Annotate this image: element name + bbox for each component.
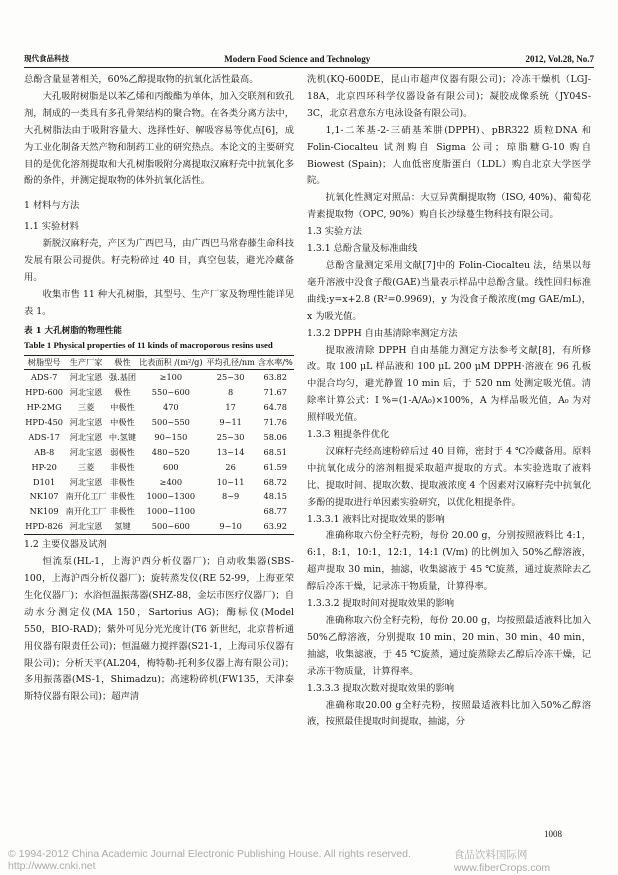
table-cell: 河北宝恩 <box>69 476 103 487</box>
journal-name-en: Modern Food Science and Technology <box>224 54 371 64</box>
table-row <box>24 430 294 445</box>
paragraph: 总酚含量显著相关，60%乙醇提取物的抗氧化活性最高。 <box>24 74 259 85</box>
journal-name-cn: 现代食品科技 <box>24 54 69 63</box>
table-cell: ≥100 <box>159 372 183 383</box>
running-header <box>24 50 594 64</box>
paragraph: 收集市售 11 种大孔树脂，其型号、生产厂家及物理性能详见表 1。 <box>24 288 294 317</box>
subsection-heading: 1.3.3.2 提取时间对提取效果的影响 <box>307 598 455 610</box>
copyright-notice: © 1994-2012 China Academic Journal Electronic Publishing House. All rights reserved. http://www.cnki.net <box>8 848 411 872</box>
table-cell: 中.氢键 <box>108 431 137 442</box>
table-caption-en: Table 1 Physical properties of 11 kinds of macroporous resins used <box>24 339 273 350</box>
table-row <box>24 504 294 519</box>
table-cell: 25~30 <box>216 431 245 442</box>
subsection-heading: 1.3 实验方法 <box>307 226 362 238</box>
table-cell: 71.67 <box>263 387 287 398</box>
table-cell: 550~600 <box>151 387 190 398</box>
paragraph: 大孔吸附树脂是以苯乙烯和丙酸酯为单体，加入交联剂和致孔剂，制成的一类具有多孔骨架结构的聚合物。在各类分离方法中，大孔树脂法由于吸附容量大、选择性好、解吸容易等优点[6]，成为工业化制备天然产物和制药工业的研究热点。本论文的主要研究目的是优化溶剂提取和大孔树脂吸附分离提取汉麻籽壳中抗氧化多酚的条件，并测定提取物的体外抗氧化活性。 <box>24 90 294 187</box>
table-cell: HP-20 <box>31 461 57 472</box>
table-row <box>24 370 294 385</box>
subsection-heading: 1.3.3 粗提条件优化 <box>307 429 390 441</box>
table-cell: ≥400 <box>159 476 183 487</box>
table-cell: HPD-450 <box>25 416 64 427</box>
table-cell: 48.15 <box>263 491 287 502</box>
table-cell: ADS-7 <box>30 372 58 383</box>
table-cell: 河北宝恩 <box>69 372 103 383</box>
paragraph: 总酚含量测定采用文献[7]中的 Folin-Ciocalteu 法，结果以每毫升溶液中没食子酸(GAE)当量表示样品中总酚含量。线性回归标准曲线:y=x+2.8 (R²=0.9969)，y 为没食子酸浓度(mg GAE/mL)，x 为吸光值。 <box>307 259 591 322</box>
table-cell: 26 <box>225 461 236 472</box>
subsection-heading: 1.3.3.3 提取次数对提取效果的影响 <box>307 682 455 694</box>
table-cell: 90~150 <box>154 431 188 442</box>
paragraph: 汉麻籽壳经高速粉碎后过 40 目筛，密封于 4 ℃冷藏备用。原料中抗氧化成分的溶剂粗提采取超声提取的方式。本实验选取了液料比、提取时间、提取次数、提取液浓度 4 个因素对汉麻籽壳中抗氧化多酚的提取进行单因素实验研究，以优化粗提条件。 <box>307 445 591 508</box>
table-cell: 600 <box>163 461 179 472</box>
paragraph: 恒流泵(HL-1，上海沪西分析仪器厂)；自动收集器(SBS-100，上海沪西分析仪器厂)；旋转蒸发仪(RE 52-99，上海亚荣生化仪器厂)；水浴恒温振荡器(SHZ-88，金坛市医疗仪器厂)；自动水分测定仪(MA 150，Sartorius AG)；酶标仪(Model 550，BIO-RAD)；紫外可见分光光度计(T6 新世纪，北京普析通用仪器有限责任公司)；恒温磁力搅拌器(S21-1，上海司乐仪器有限公司)；分析天平(AL204，梅特勒-托利多仪器上海有限公司)；多用振荡器(MS-1，Shimadzu)；高速粉碎机(FW135，天津泰斯特仪器有限公司)；超声清 <box>24 556 294 703</box>
table-cell: 三菱 <box>77 402 95 412</box>
left-column <box>24 72 294 706</box>
table-cell: 61.59 <box>263 461 287 472</box>
table-cell: HPD-600 <box>25 387 64 398</box>
subsection-heading: 1.3.2 DPPH 自由基清除率测定方法 <box>307 327 458 339</box>
table-cell: 470 <box>163 402 179 412</box>
watermark: 食品饮料国际网 www.fiberCrops.com <box>453 848 551 874</box>
table-row <box>24 400 294 415</box>
column-header: 极性 <box>108 356 137 370</box>
table-cell: 500~550 <box>151 416 190 427</box>
column-header: 含水率/% <box>257 356 294 370</box>
table-row <box>24 415 294 430</box>
table-cell: 氢键 <box>108 519 137 534</box>
table-cell: 河北宝恩 <box>64 519 108 534</box>
table-cell: 河北宝恩 <box>69 431 103 442</box>
subsection-heading: 1.1 实验材料 <box>24 221 79 233</box>
table-row <box>24 489 294 504</box>
paragraph: 准确称取六份全籽壳粉，每份 20.00 g，均按照最适液料比加入 50%乙醇溶液，分别提取 10 min、20 min、30 min、40 min，抽滤，收集滤液，于 45 ℃旋蒸，通过旋蒸除去乙醇后冷冻干燥，记录冻干物质量，计算得率。 <box>307 615 591 677</box>
table-cell: 非极性 <box>110 461 135 472</box>
table-cell: 68.77 <box>263 506 287 517</box>
table-cell: 强.基团 <box>108 372 137 383</box>
page-number: 1008 <box>544 829 562 839</box>
table-body <box>24 370 294 535</box>
resin-properties-table <box>24 355 294 535</box>
table-cell: 8 <box>228 387 234 398</box>
paragraph: 洗机(KQ-600DE，昆山市超声仪器有限公司)；冷冻干燥机（LGJ-18A，北京四环科学仪器设备有限公司)；凝胶成像系统（JY04S-3C，北京君意东方电泳设备有限公司)。 <box>307 74 591 119</box>
table-header-row <box>24 356 294 370</box>
table-cell: 三菱 <box>77 461 95 472</box>
paragraph: 准确称取20.00 g全籽壳粉，按照最适液料比加入50%乙醇溶液，按照最佳提取时间提取，抽滤，分 <box>307 699 591 728</box>
table-cell: HPD-826 <box>24 519 64 534</box>
paragraph: 1,1-二苯基-2-三硝基苯肼(DPPH)、pBR322 质粒DNA 和 Folin-Ciocalteu 试剂购自 Sigma 公司；琼脂糖G-10 购自 Biowest (Spain)；人血低密度脂蛋白（LDL）购自北京大学医学院。 <box>307 124 591 187</box>
table-cell: 71.76 <box>263 416 287 427</box>
table-cell: 13~14 <box>216 446 245 457</box>
section-heading: 1 材料与方法 <box>24 200 80 212</box>
table-row <box>24 385 294 400</box>
table-cell: 河北宝恩 <box>69 446 103 457</box>
table-cell: NK109 <box>29 506 59 517</box>
table-row <box>24 460 294 475</box>
column-header: 生产厂家 <box>64 356 108 370</box>
table-cell: ADS-17 <box>28 431 60 442</box>
table-cell <box>205 504 257 519</box>
table-cell: HP-2MG <box>26 402 62 412</box>
table-cell: 9~10 <box>205 519 257 534</box>
table-cell: AB-8 <box>34 446 55 457</box>
issue-info: 2012, Vol.28, No.7 <box>525 54 594 64</box>
table-cell: 1000~1300 <box>146 491 196 502</box>
table-cell: 极性 <box>114 387 131 398</box>
column-header: 比表面积 /(m²/g) <box>137 356 205 370</box>
paragraph: 新脱汉麻籽壳，产区为广西巴马，由广西巴马常春藤生命科技发展有限公司提供。籽壳粉碎过 40 目，真空包装，避光冷藏备用。 <box>24 238 294 283</box>
table-cell: 河北宝恩 <box>69 387 103 398</box>
table-row <box>24 519 294 534</box>
table-cell: 10~11 <box>216 476 245 487</box>
subsection-heading: 1.3.3.1 液料比对提取效果的影响 <box>307 513 445 525</box>
subsection-heading: 1.3.1 总酚含量及标准曲线 <box>307 243 418 255</box>
table-cell: 非极性 <box>110 506 135 517</box>
paragraph: 准确称取六份全籽壳粉，每份 20.00 g，分别按照液料比 4:1，6:1，8:1，10:1，12:1，14:1 (V/m) 的比例加入 50%乙醇溶液，超声提取 30 min，抽滤，收集滤液于 45 ℃旋蒸，通过旋蒸除去乙醇后冷冻干燥，记录冻干物质量，计算得率。 <box>307 530 591 593</box>
table-cell: 63.82 <box>263 372 287 383</box>
column-header: 平均孔径/nm <box>205 356 257 370</box>
table-cell: 弱极性 <box>110 446 135 457</box>
paragraph: 提取液清除 DPPH 自由基能力测定方法参考文献[8]，有所修改。取 100 μL 样品液和 100 μL 200 μM DPPH·溶液在 96 孔板中混合均匀，避光静置 10 min 后，于 520 nm 处测定吸光值。清除率计算公式：I %=(1-A/A₀)×100%，A 为样品吸光值，A₀ 为对照样吸光值。 <box>307 344 591 424</box>
table-cell: 25~30 <box>216 372 245 383</box>
right-column <box>307 72 591 731</box>
table-cell: 8~9 <box>221 491 240 502</box>
table-row <box>24 445 294 460</box>
table-cell: 17 <box>225 402 236 412</box>
page-footer <box>8 848 610 874</box>
table-cell: 非极性 <box>110 491 135 502</box>
table-cell: 非极性 <box>110 476 135 487</box>
table-cell: 中极性 <box>110 402 135 412</box>
table-cell: 480~520 <box>151 446 190 457</box>
table-cell: 1000~1100 <box>146 506 196 517</box>
table-cell: 河北宝恩 <box>69 416 103 427</box>
table-cell: 64.78 <box>263 402 287 412</box>
table-cell: 中极性 <box>110 416 135 427</box>
table-cell: 63.92 <box>257 519 294 534</box>
table-row <box>24 475 294 490</box>
table-cell: 南开化工厂 <box>65 506 107 517</box>
table-cell: D101 <box>33 476 56 487</box>
paragraph: 抗氧化性测定对照品：大豆异黄酮提取物（ISO, 40%)、葡萄花青素提取物（OPC, 90%）购自长沙绿蔓生物科技有限公司。 <box>307 192 591 221</box>
subsection-heading: 1.2 主要仪器及试剂 <box>24 539 107 551</box>
table-cell: NK107 <box>29 491 59 502</box>
column-header: 树脂型号 <box>24 356 64 370</box>
table-cell: 58.06 <box>263 431 287 442</box>
table-cell: 68.51 <box>263 446 287 457</box>
header-rule <box>24 67 594 68</box>
table-cell: 500~600 <box>137 519 205 534</box>
table-cell: 南开化工厂 <box>65 491 107 502</box>
table-cell: 9~11 <box>219 416 242 427</box>
table-cell: 68.72 <box>263 476 287 487</box>
table-caption: 表 1 大孔树脂的物理性能 <box>24 325 122 336</box>
